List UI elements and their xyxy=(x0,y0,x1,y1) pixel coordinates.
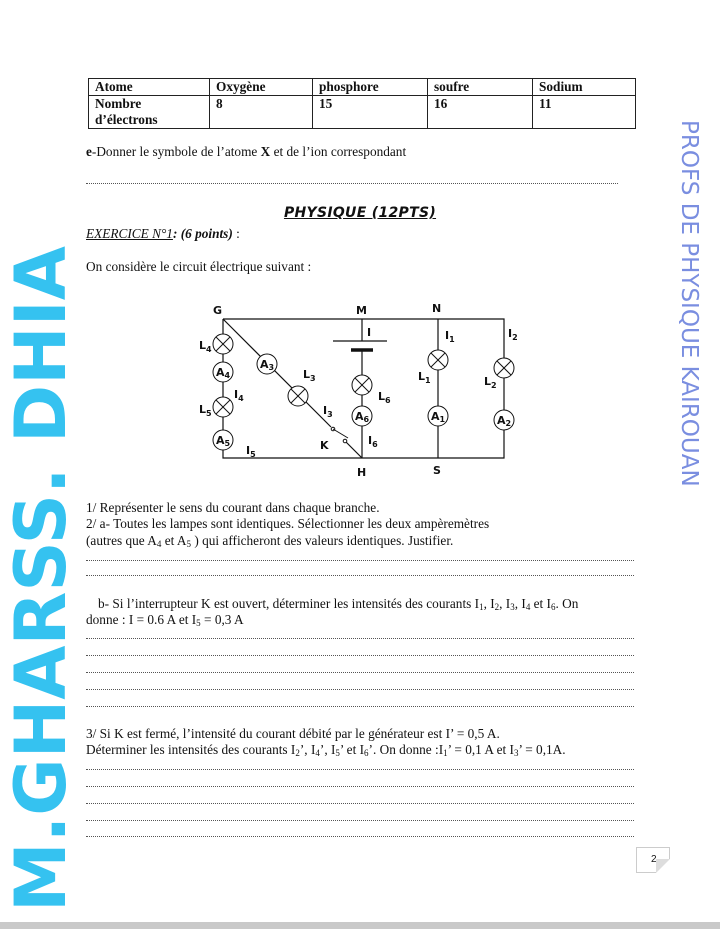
table-cell xyxy=(89,96,210,129)
table-cell: Sodium xyxy=(533,79,636,96)
label-i4: $I_4$ xyxy=(234,388,244,403)
ammeter-label: A5 xyxy=(216,434,231,448)
text-segment: 6 xyxy=(364,748,369,758)
circuit-diagram xyxy=(185,292,525,482)
lamp-l4 xyxy=(213,334,233,354)
text-segment: , I xyxy=(499,596,511,611)
page-number-box xyxy=(636,847,670,873)
text-segment: 4 xyxy=(525,602,531,612)
answer-line[interactable] xyxy=(86,706,634,707)
switch-label: K xyxy=(320,439,329,452)
ammeter-a1 xyxy=(428,406,448,426)
label-l4: $L_4$ xyxy=(199,339,212,354)
generator xyxy=(333,341,387,350)
label-l6: $L_6$ xyxy=(378,390,391,405)
text-segment: ’ et I xyxy=(339,742,365,757)
node-n: N xyxy=(432,302,442,315)
text-segment: ’ = 0,1A. xyxy=(518,742,566,757)
section-title: PHYSIQUE (12PTS) xyxy=(283,205,437,221)
question-2a-line2 xyxy=(86,533,453,549)
text-segment: 1 xyxy=(479,602,484,612)
answer-line[interactable] xyxy=(86,672,634,673)
question-3-line2 xyxy=(86,742,566,758)
row-label: Nombre xyxy=(95,96,142,111)
question-2b-line2 xyxy=(86,612,244,628)
ammeter-a5 xyxy=(213,430,233,450)
text-segment: = 0,3 A xyxy=(200,612,244,627)
answer-line[interactable] xyxy=(86,820,634,821)
q-prefix: e xyxy=(86,144,92,159)
switch-k[interactable] xyxy=(331,427,348,443)
text-segment: 2 xyxy=(295,748,300,758)
label-i6: $I_6$ xyxy=(368,434,378,449)
text-segment: et A xyxy=(161,533,187,548)
answer-line[interactable] xyxy=(86,836,634,837)
table-cell: 11 xyxy=(533,96,636,129)
text-segment: Déterminer les intensités des courants I xyxy=(86,742,296,757)
ammeter-label: A4 xyxy=(216,366,231,380)
bottom-scroll-area xyxy=(0,922,720,929)
watermark-top: PROFS DE PHYSIQUE KAIROUAN xyxy=(676,120,702,487)
text-segment: (autres que A xyxy=(86,533,157,548)
text-segment: 3 xyxy=(513,748,519,758)
text-segment: , I xyxy=(514,596,526,611)
text-segment: ’, I xyxy=(299,742,316,757)
table-cell: Oxygène xyxy=(210,79,313,96)
exercise-title: EXERCICE N°1 xyxy=(86,226,173,241)
ammeter-a2 xyxy=(494,410,514,430)
watermark-diagonal: M.GHARSS. DHIA xyxy=(0,246,82,912)
answer-line[interactable] xyxy=(86,575,634,576)
intro-text: On considère le circuit électrique suivant : xyxy=(86,259,312,274)
text-segment: ’. On donne :I xyxy=(368,742,444,757)
ammeter-label: A1 xyxy=(431,410,446,424)
label-l1: $L_1$ xyxy=(418,370,431,385)
text-segment: 1 xyxy=(443,748,448,758)
atoms-table xyxy=(88,78,636,129)
table-cell: 16 xyxy=(428,96,533,129)
label-i3: $I_3$ xyxy=(323,404,333,419)
table-cell: phosphore xyxy=(313,79,428,96)
text-segment: 5 xyxy=(196,618,201,628)
answer-line[interactable] xyxy=(86,560,634,561)
circuit-svg xyxy=(185,292,525,482)
text-segment: 6 xyxy=(551,602,556,612)
generator-current: I xyxy=(367,326,372,339)
question-1: 1/ Représenter le sens du courant dans chaque branche. xyxy=(86,500,380,515)
answer-line[interactable] xyxy=(86,786,634,787)
lamp-l5 xyxy=(213,397,233,417)
label-i1: $I_1$ xyxy=(445,329,455,344)
text-segment: donne : I = 0.6 A et I xyxy=(86,612,197,627)
label-l5: $L_5$ xyxy=(199,403,212,418)
question-2a: 2/ a- Toutes les lampes sont identiques. Sélectionner les deux ampèremètres xyxy=(86,516,490,531)
label-l3: $L_3$ xyxy=(303,368,316,383)
answer-line[interactable] xyxy=(86,183,618,184)
answer-line[interactable] xyxy=(86,655,634,656)
table-cell: 8 xyxy=(210,96,313,129)
q-text: et de l’ion correspondant xyxy=(270,144,407,159)
text-segment: 2 xyxy=(494,602,500,612)
text-segment: 3 xyxy=(510,602,515,612)
lamp-l1 xyxy=(428,350,448,370)
text-segment: ’ = 0,1 A et I xyxy=(447,742,514,757)
node-h: H xyxy=(357,466,367,479)
lamp-l2 xyxy=(494,358,514,378)
label-i2: $I_2$ xyxy=(508,327,518,342)
node-s: S xyxy=(433,464,441,477)
ammeter-label: A3 xyxy=(260,358,275,372)
q-text: -Donner le symbole de l’atome xyxy=(91,144,261,159)
node-m: M xyxy=(356,304,367,317)
page-number: 2 xyxy=(651,854,657,865)
table-header-row xyxy=(89,79,636,96)
text-segment: 4 xyxy=(315,748,320,758)
ammeter-a4 xyxy=(213,362,233,382)
table-cell: 15 xyxy=(313,96,428,129)
colon: : xyxy=(232,226,240,241)
exercise-heading xyxy=(86,226,240,242)
lamp-l3 xyxy=(288,386,308,406)
question-2b xyxy=(98,596,578,612)
label-l2: $L_2$ xyxy=(484,375,497,390)
text-segment: ’, I xyxy=(319,742,336,757)
question-3: 3/ Si K est fermé, l’intensité du courant débité par le générateur est I’ = 0,5 A. xyxy=(86,726,500,741)
ammeter-a6 xyxy=(352,406,372,426)
answer-line[interactable] xyxy=(86,638,634,639)
ammeter-a3 xyxy=(257,354,277,374)
table-row xyxy=(89,96,636,129)
row-label: d’électrons xyxy=(95,112,158,127)
text-segment: et I xyxy=(530,596,551,611)
ammeter-label: A6 xyxy=(355,410,370,424)
answer-line[interactable] xyxy=(86,803,634,804)
text-segment: 4 xyxy=(156,539,162,549)
text-segment: . On xyxy=(555,596,579,611)
lamp-l6 xyxy=(352,375,372,395)
text-segment: ) qui afficheront des valeurs identiques. Justifier. xyxy=(191,533,454,548)
label-i5: $I_5$ xyxy=(246,444,256,459)
text-segment: , I xyxy=(483,596,495,611)
text-segment: 5 xyxy=(186,539,192,549)
table-cell: soufre xyxy=(428,79,533,96)
text-segment: b- Si l’interrupteur K est ouvert, déterminer les intensités des courants I xyxy=(98,596,480,611)
answer-line[interactable] xyxy=(86,689,634,690)
question-e xyxy=(86,144,406,160)
ammeter-label: A2 xyxy=(497,414,512,428)
exercise-points: : (6 points) xyxy=(172,226,233,241)
node-g: G xyxy=(213,304,223,317)
table-cell: Atome xyxy=(89,79,210,96)
answer-line[interactable] xyxy=(86,769,634,770)
q-bold: X xyxy=(260,144,271,159)
text-segment: 5 xyxy=(335,748,340,758)
